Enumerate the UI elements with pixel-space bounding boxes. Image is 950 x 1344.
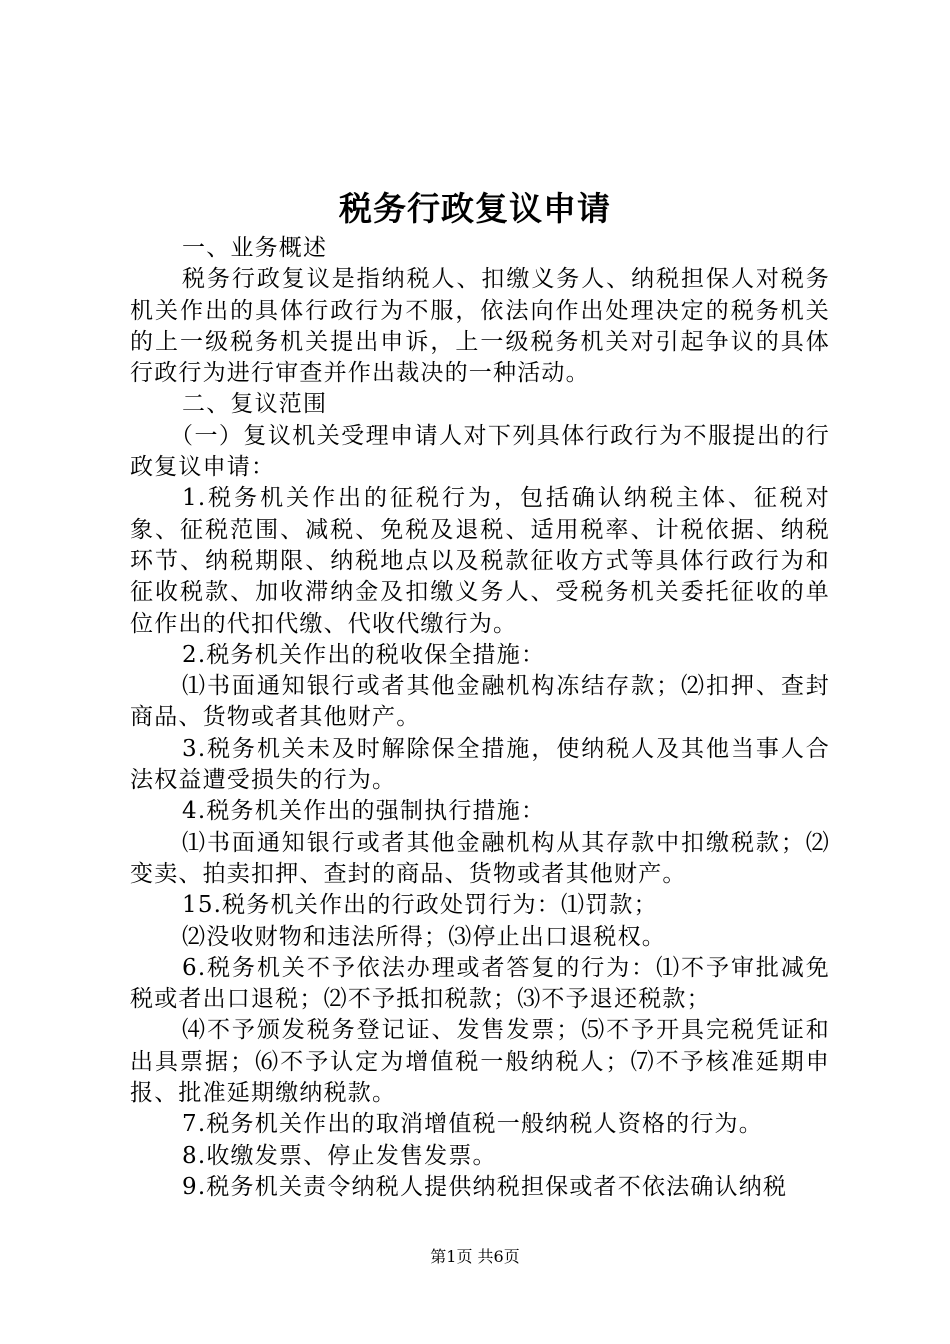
list-item: 7.税务机关作出的取消增值税一般纳税人资格的行为。 [182,1111,763,1138]
paragraph: ⑷不予颁发税务登记证、发售发票；⑸不予开具完税凭证和出具票据；⑹不予认定为增值税一般纳税人；⑺不予核准延期申报、批准延期缴纳税款。 [130,1017,830,1107]
list-item: 9.税务机关责令纳税人提供纳税担保或者不依法确认纳税 [182,1173,788,1200]
list-item: 1.税务机关作出的征税行为，包括确认纳税主体、征税对象、征税范围、减税、免税及退税、适用税率、计税依据、纳税环节、纳税期限、纳税地点以及税款征收方式等具体行政行为和征收税款、加收滞纳金及扣缴义务人、受税务机关委托征收的单位作出的代扣代缴、代收代缴行为。 [130,485,830,637]
section-heading: 一、业务概述 [182,235,328,261]
paragraph: （一）复议机关受理申请人对下列具体行政行为不服提出的行政复议申请： [130,422,830,481]
paragraph: ⑴书面通知银行或者其他金融机构从其存款中扣缴税款；⑵变卖、拍卖扣押、查封的商品、货物或者其他财产。 [130,829,830,887]
section-heading: 二、复议范围 [182,391,328,418]
paragraph: 税务行政复议是指纳税人、扣缴义务人、纳税担保人对税务机关作出的具体行政行为不服，依法向作出处理决定的税务机关的上一级税务机关提出申诉，上一级税务机关对引起争议的具体行政行为进行审查并作出裁决的一种活动。 [130,266,830,387]
list-item: 15.税务机关作出的行政处罚行为：⑴罚款； [182,892,658,919]
list-item: 2.税务机关作出的税收保全措施： [182,641,546,668]
paragraph: ⑴书面通知银行或者其他金融机构冻结存款；⑵扣押、查封商品、货物或者其他财产。 [130,673,830,731]
paragraph: ⑵没收财物和违法所得；⑶停止出口退税权。 [182,923,666,950]
list-item: 4.税务机关作出的强制执行措施： [182,798,546,825]
document-body [130,233,830,1203]
document-title: 税务行政复议申请 [339,189,611,228]
list-item: 3.税务机关未及时解除保全措施，使纳税人及其他当事人合法权益遭受损失的行为。 [130,735,830,794]
list-item: 8.收缴发票、停止发售发票。 [182,1142,497,1169]
list-item: 6.税务机关不予依法办理或者答复的行为：⑴不予审批减免税或者出口退税；⑵不予抵扣税款；⑶不予退还税款； [130,954,830,1013]
page-footer: 第1页 共6页 [430,1247,520,1266]
